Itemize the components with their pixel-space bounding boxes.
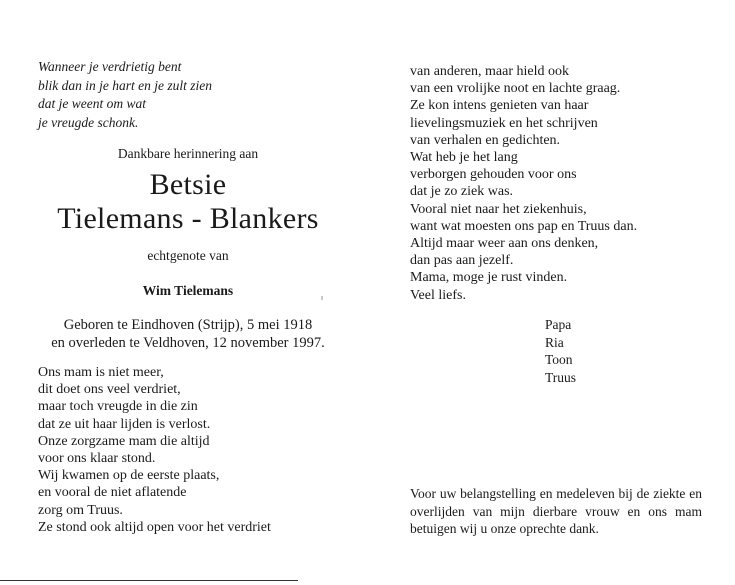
birth-line: Geboren te Eindhoven (Strijp), 5 mei 1918	[63, 317, 313, 333]
poem-line: dan pas aan jezelf.	[410, 253, 514, 269]
death-line: en overleden te Veldhoven, 12 november 1997.	[51, 335, 325, 351]
intro-poem-line: dat je weent om wat	[38, 96, 146, 111]
poem-line: Vooral niet naar het ziekenhuis,	[410, 201, 587, 217]
intro-poem-line: blik dan in je hart en je zult zien	[38, 77, 212, 93]
poem-line: van anderen, maar hield ook	[410, 64, 569, 79]
deceased-first-name: Betsie	[149, 168, 227, 201]
thank-you-note: Voor uw belangstelling en medeleven bij de ziekte en overlijden van mijn dierbare vrouw en ons mam betuigen wij u onze oprechte dank.	[410, 486, 702, 536]
poem-line: lievelingsmuziek en het schrijven	[410, 115, 598, 131]
poem-line: Mama, moge je rust vinden.	[410, 270, 568, 286]
deceased-surnames: Tielemans - Blankers	[57, 202, 319, 235]
signature-name: Truus	[545, 369, 577, 385]
poem-line: want wat moesten ons pap en Truus dan.	[410, 218, 638, 234]
bottom-edge-line	[0, 580, 298, 581]
poem-line: Veel liefs.	[410, 287, 466, 303]
poem-line: Onze zorgzame mam die altijd	[38, 433, 210, 449]
spouse-label: echtgenote van	[147, 248, 229, 263]
intro-poem	[38, 58, 358, 132]
poem-line: Ze stond ook altijd open voor het verdriet	[38, 519, 271, 535]
poem-line: Wat heb je het lang	[410, 150, 518, 166]
poem-right-column	[410, 63, 710, 304]
poem-line: voor ons klaar stond.	[38, 451, 156, 467]
poem-line: dat ze uit haar lijden is verlost.	[38, 416, 211, 432]
poem-line: zorg om Truus.	[38, 502, 123, 518]
dedication-text: Dankbare herinnering aan	[117, 146, 259, 161]
life-dates	[38, 316, 338, 352]
poem-line: dit doet ons veel verdriet,	[38, 382, 181, 398]
poem-line: Wij kwamen op de eerste plaats,	[38, 468, 220, 484]
poem-line: van een vrolijke noot en lachte graag.	[410, 81, 621, 97]
signature-name: Papa	[545, 317, 572, 332]
intro-poem-line: Wanneer je verdrietig bent	[38, 59, 182, 74]
family-signatures	[545, 316, 665, 386]
poem-line: verborgen gehouden voor ons	[410, 167, 577, 183]
poem-line: Altijd maar weer aan ons denken,	[410, 236, 599, 252]
poem-line: dat je zo ziek was.	[410, 184, 514, 200]
deceased-name	[38, 168, 338, 236]
poem-line: van verhalen en gedichten.	[410, 132, 561, 148]
poem-left-column	[38, 364, 368, 536]
poem-line: en vooral de niet aflatende	[38, 485, 187, 501]
poem-line: Ons mam is niet meer,	[38, 365, 164, 380]
spouse-name: Wim Tielemans	[142, 283, 234, 298]
poem-line: Ze kon intens genieten van haar	[410, 98, 589, 114]
signature-name: Ria	[545, 334, 564, 350]
intro-poem-line: je vreugde schonk.	[38, 114, 139, 130]
signature-name: Toon	[545, 352, 573, 368]
poem-line: maar toch vreugde in die zin	[38, 399, 198, 415]
